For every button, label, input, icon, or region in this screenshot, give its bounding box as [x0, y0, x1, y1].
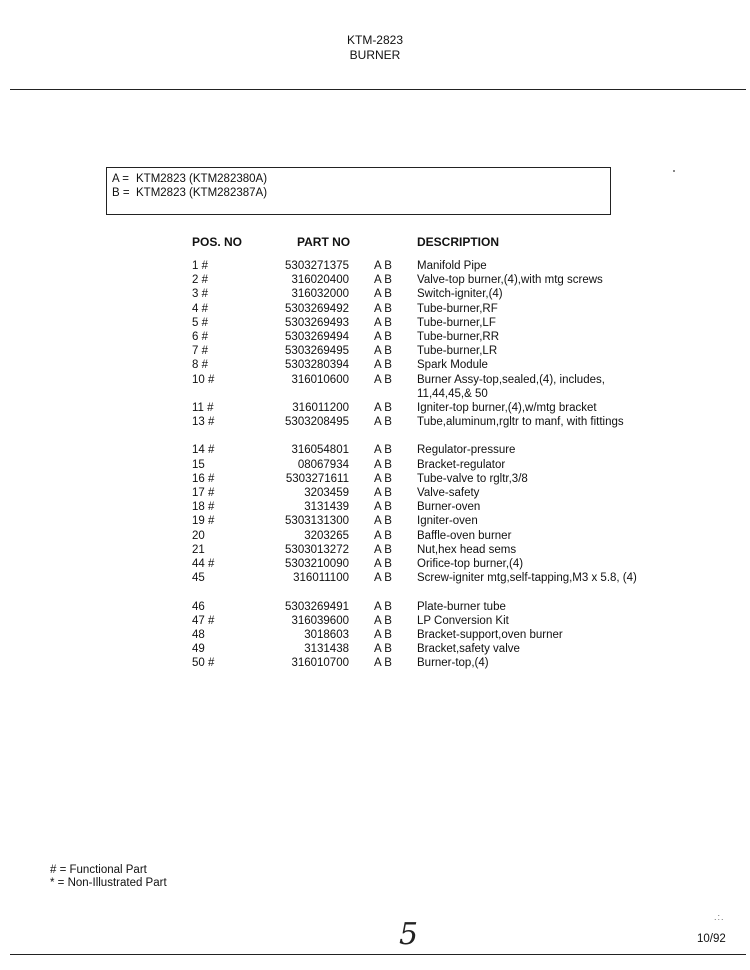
- footnote-functional: # = Functional Part: [50, 864, 147, 876]
- pos-number: 7 #: [192, 345, 208, 358]
- part-description: Bracket,safety valve: [417, 643, 520, 656]
- legend-value: KTM2823 (KTM282387A): [136, 187, 268, 199]
- model-codes: A B: [374, 288, 392, 301]
- parts-row: [0, 443, 750, 457]
- legend-key: A =: [112, 173, 129, 185]
- parts-row: [0, 628, 750, 642]
- pos-number: 18 #: [192, 501, 215, 514]
- part-description: Igniter-top burner,(4),w/mtg bracket: [417, 401, 597, 414]
- part-number: 316039600: [291, 614, 349, 627]
- part-description: Bracket-regulator: [417, 458, 506, 471]
- model-codes: A B: [374, 373, 392, 386]
- model-codes: A B: [374, 557, 392, 570]
- footnotes: [50, 864, 167, 890]
- pos-number: 11 #: [192, 401, 214, 414]
- footnote-non-illustrated: * = Non-Illustrated Part: [50, 877, 167, 889]
- header-part-no: PART NO: [297, 235, 351, 249]
- model-codes: A B: [374, 515, 392, 528]
- part-number: 316011100: [293, 572, 349, 585]
- model-codes: A B: [374, 657, 392, 670]
- legend-row-a: [112, 172, 610, 186]
- model-codes: A B: [374, 302, 392, 315]
- pos-number: 47 #: [192, 614, 215, 627]
- parts-row: [0, 458, 750, 472]
- part-description: Tube-burner,LF: [417, 316, 496, 329]
- model-codes: A B: [374, 444, 392, 457]
- model-codes: A B: [374, 330, 392, 343]
- model-codes: A B: [374, 600, 392, 613]
- legend-row-b: [112, 186, 610, 200]
- part-number: 3131439: [304, 501, 349, 514]
- pos-number: 16 #: [192, 472, 215, 485]
- part-number: 3131438: [304, 643, 349, 656]
- pos-number: 17 #: [192, 487, 215, 500]
- legend-key: B =: [112, 187, 130, 199]
- pos-number: 49: [192, 643, 205, 656]
- model-codes: A B: [374, 274, 392, 287]
- part-description: Tube-burner,RR: [417, 330, 500, 343]
- model-codes: A B: [374, 345, 392, 358]
- parts-row: [0, 330, 750, 344]
- part-number: 316010700: [291, 657, 349, 670]
- part-number: 5303280394: [285, 359, 349, 372]
- model-codes: A B: [374, 628, 392, 641]
- pos-number: 10 #: [192, 373, 215, 386]
- part-number: 316011200: [292, 401, 349, 414]
- part-number: 5303208495: [285, 416, 349, 429]
- bottom-divider: [10, 954, 746, 955]
- part-number: 3018603: [304, 628, 349, 641]
- part-number: 5303131300: [285, 515, 349, 528]
- model-codes: A B: [374, 572, 392, 585]
- pos-number: 3 #: [192, 288, 208, 301]
- part-number: 5303269493: [285, 316, 349, 329]
- header-description: DESCRIPTION: [417, 235, 500, 249]
- part-number: 5303013272: [285, 543, 349, 556]
- page-header: [0, 33, 750, 63]
- legend-value: KTM2823 (KTM282380A): [136, 173, 268, 185]
- model-codes: A B: [374, 487, 392, 500]
- parts-row: [0, 373, 750, 401]
- part-description: Spark Module: [417, 359, 488, 372]
- parts-row: [0, 302, 750, 316]
- part-number: 5303269495: [285, 345, 349, 358]
- part-number: 3203459: [304, 487, 349, 500]
- model-codes: A B: [374, 359, 392, 372]
- model-codes: A B: [374, 472, 392, 485]
- part-description: Burner-top,(4): [417, 657, 489, 670]
- pos-number: 44 #: [192, 557, 215, 570]
- pos-number: 2 #: [192, 274, 208, 287]
- revision-date: 10/92: [697, 933, 726, 945]
- parts-row: [0, 287, 750, 301]
- part-number: 316032000: [291, 288, 349, 301]
- parts-row: [0, 571, 750, 599]
- parts-row: [0, 401, 750, 415]
- part-description: Manifold Pipe: [417, 260, 487, 272]
- pos-number: 1 #: [192, 260, 208, 272]
- part-number: 316054801: [291, 444, 349, 457]
- part-description: Baffle-oven burner: [417, 529, 512, 542]
- part-number: 316010600: [291, 373, 349, 386]
- parts-row: [0, 415, 750, 443]
- part-description: Screw-igniter mtg,self-tapping,M3 x 5.8, (4): [417, 572, 637, 585]
- parts-row: [0, 273, 750, 287]
- part-number: 5303210090: [285, 557, 349, 570]
- pos-number: 45: [192, 572, 205, 585]
- model-codes: A B: [374, 260, 392, 272]
- part-number: 5303269494: [285, 330, 349, 343]
- model-codes: A B: [374, 401, 392, 414]
- pos-number: 5 #: [192, 316, 208, 329]
- part-description: Bracket-support,oven burner: [417, 628, 563, 641]
- pos-number: 6 #: [192, 330, 208, 343]
- pos-number: 19 #: [192, 515, 215, 528]
- part-description: Plate-burner tube: [417, 600, 506, 613]
- part-description: Switch-igniter,(4): [417, 288, 503, 301]
- parts-row: [0, 472, 750, 486]
- part-number: 08067934: [297, 458, 349, 471]
- pos-number: 13 #: [192, 416, 215, 429]
- parts-row: [0, 344, 750, 358]
- part-description: Burner Assy-top,sealed,(4), includes, 11,44,45,& 50: [417, 373, 605, 400]
- model-codes: A B: [374, 614, 392, 627]
- pos-number: 50 #: [192, 657, 215, 670]
- part-description: Nut,hex head sems: [417, 543, 517, 556]
- parts-row: [0, 500, 750, 514]
- part-description: Orifice-top burner,(4): [417, 557, 524, 570]
- pos-number: 15: [192, 458, 205, 471]
- part-description: Regulator-pressure: [417, 444, 516, 457]
- part-description: Tube-burner,RF: [417, 302, 498, 315]
- part-number: 5303269491: [285, 600, 349, 613]
- model-legend-box: [106, 167, 611, 215]
- parts-row: [0, 642, 750, 656]
- model-codes: A B: [374, 416, 392, 429]
- part-description: Valve-top burner,(4),with mtg screws: [417, 274, 603, 287]
- parts-row: [0, 529, 750, 543]
- parts-row: [0, 557, 750, 571]
- model-codes: A B: [374, 543, 392, 556]
- pos-number: 14 #: [192, 444, 215, 457]
- parts-row: [0, 614, 750, 628]
- pos-number: 20: [192, 529, 205, 542]
- part-number: 5303271611: [285, 472, 349, 485]
- model-codes: A B: [374, 458, 392, 471]
- model-number: KTM-2823: [346, 33, 404, 47]
- parts-row: [0, 543, 750, 557]
- part-description: Valve-safety: [417, 487, 480, 500]
- part-description: LP Conversion Kit: [417, 614, 509, 627]
- pos-number: 21: [192, 543, 205, 556]
- part-number: 5303271375: [285, 260, 349, 272]
- part-number: 5303269492: [285, 302, 349, 315]
- pos-number: 8 #: [192, 359, 208, 372]
- part-description: Tube-burner,LR: [417, 345, 498, 358]
- parts-row: [0, 316, 750, 330]
- parts-row: [0, 514, 750, 528]
- scan-speck: [673, 170, 675, 172]
- parts-list: [0, 259, 750, 670]
- pos-number: 46: [192, 600, 205, 613]
- parts-row: [0, 358, 750, 372]
- model-codes: A B: [374, 643, 392, 656]
- part-number: 3203265: [304, 529, 349, 542]
- model-codes: A B: [374, 501, 392, 514]
- model-codes: A B: [374, 529, 392, 542]
- parts-row: [0, 259, 750, 273]
- top-divider: [10, 89, 746, 90]
- handwritten-page-number: 5: [399, 917, 419, 952]
- scan-mark: .:.: [714, 912, 725, 922]
- part-description: Tube-valve to rgltr,3/8: [417, 472, 528, 485]
- parts-row: [0, 656, 750, 670]
- part-description: Igniter-oven: [417, 515, 478, 528]
- header-pos-no: POS. NO: [192, 235, 243, 249]
- section-title: BURNER: [349, 48, 401, 62]
- pos-number: 4 #: [192, 302, 208, 315]
- parts-row: [0, 600, 750, 614]
- part-number: 316020400: [291, 274, 349, 287]
- part-description: Tube,aluminum,rgltr to manf, with fittings: [417, 416, 624, 429]
- pos-number: 48: [192, 628, 205, 641]
- parts-row: [0, 486, 750, 500]
- model-codes: A B: [374, 316, 392, 329]
- part-description: Burner-oven: [417, 501, 481, 514]
